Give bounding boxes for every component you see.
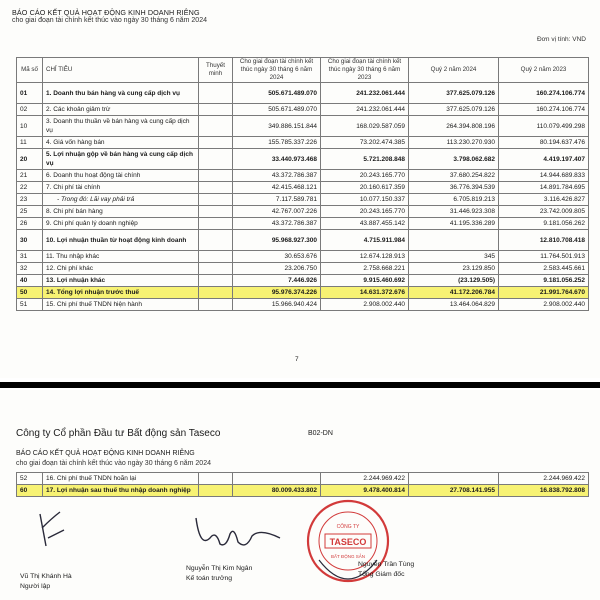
cell-note <box>199 251 233 263</box>
cell-quarter-2024: 41.172.206.784 <box>409 287 499 299</box>
signature-ceo <box>358 560 414 580</box>
table-row <box>17 104 589 116</box>
report-subtitle-2: cho giai đoạn tài chính kết thúc vào ngày 30 tháng 6 năm 2024 <box>16 460 211 467</box>
cell-note <box>199 206 233 218</box>
cell-period-2023: 10.077.150.337 <box>321 194 409 206</box>
table-row <box>17 485 589 497</box>
cell-period-2023: 241.232.061.444 <box>321 83 409 104</box>
cell-period-2024: 23.206.750 <box>233 263 321 275</box>
table-row <box>17 137 589 149</box>
page-number: 7 <box>295 356 299 363</box>
cell-period-2024: 7.446.926 <box>233 275 321 287</box>
report-title: BÁO CÁO KẾT QUẢ HOẠT ĐỘNG KINH DOANH RIÊNG <box>12 8 200 17</box>
company-name: Công ty Cổ phần Đầu tư Bất động sản Taseco <box>16 428 221 439</box>
cell-note <box>199 182 233 194</box>
cell-note <box>199 275 233 287</box>
cell-period-2024: 505.671.489.070 <box>233 83 321 104</box>
ceo-role: Tổng Giám đốc <box>358 571 405 578</box>
cell-period-2023: 241.232.061.444 <box>321 104 409 116</box>
cell-quarter-2023: 9.181.056.252 <box>499 275 589 287</box>
cell-item-name: 13. Lợi nhuận khác <box>43 275 199 287</box>
table-row <box>17 473 589 485</box>
table-row <box>17 182 589 194</box>
cell-quarter-2023: 9.181.056.262 <box>499 218 589 230</box>
cell-quarter-2023: 80.194.637.476 <box>499 137 589 149</box>
cell-code: 01 <box>17 83 43 104</box>
cell-code: 20 <box>17 149 43 170</box>
cell-period-2024: 42.415.468.121 <box>233 182 321 194</box>
cell-quarter-2023: 11.764.501.913 <box>499 251 589 263</box>
cell-item-name: 6. Doanh thu hoạt động tài chính <box>43 170 199 182</box>
table-row <box>17 287 589 299</box>
chief-accountant-name: Nguyễn Thị Kim Ngân <box>186 565 253 572</box>
cell-item-name: 11. Thu nhập khác <box>43 251 199 263</box>
cell-period-2023: 14.631.372.676 <box>321 287 409 299</box>
cell-quarter-2024: 23.129.850 <box>409 263 499 275</box>
cell-item-name: 4. Giá vốn hàng bán <box>43 137 199 149</box>
cell-period-2023: 2.908.002.440 <box>321 299 409 311</box>
header-item: CHỈ TIÊU <box>43 58 199 83</box>
cell-period-2024: 43.372.786.387 <box>233 218 321 230</box>
cell-note <box>199 149 233 170</box>
cell-code: 50 <box>17 287 43 299</box>
cell-period-2024: 7.117.589.781 <box>233 194 321 206</box>
cell-code: 51 <box>17 299 43 311</box>
signature-preparer <box>20 572 72 592</box>
header-period-2024: Cho giai đoạn tài chính kết thúc ngày 30 tháng 6 năm 2024 <box>233 58 321 83</box>
cell-quarter-2024: 41.195.336.289 <box>409 218 499 230</box>
cell-note <box>199 230 233 251</box>
table-row <box>17 218 589 230</box>
cell-item-name: 10. Lợi nhuận thuần từ hoạt động kinh doanh <box>43 230 199 251</box>
cell-note <box>199 263 233 275</box>
cell-period-2023: 5.721.208.848 <box>321 149 409 170</box>
signature-chief-accountant-icon <box>190 508 285 556</box>
cell-note <box>199 170 233 182</box>
cell-quarter-2024: 377.625.079.126 <box>409 83 499 104</box>
chief-accountant-role: Kế toán trưởng <box>186 575 233 582</box>
cell-period-2024: 80.009.433.802 <box>233 485 321 497</box>
cell-item-name: 2. Các khoản giảm trừ <box>43 104 199 116</box>
cell-period-2024: 155.785.337.226 <box>233 137 321 149</box>
cell-quarter-2024: (23.129.505) <box>409 275 499 287</box>
cell-code: 40 <box>17 275 43 287</box>
cell-quarter-2023: 110.079.499.298 <box>499 116 589 137</box>
cell-code: 30 <box>17 230 43 251</box>
cell-period-2023: 73.202.474.385 <box>321 137 409 149</box>
cell-code: 26 <box>17 218 43 230</box>
cell-item-name: 1. Doanh thu bán hàng và cung cấp dịch vụ <box>43 83 199 104</box>
cell-period-2023: 4.715.911.984 <box>321 230 409 251</box>
cell-item-name: 12. Chi phí khác <box>43 263 199 275</box>
table-row <box>17 275 589 287</box>
cell-period-2024: 42.767.007.226 <box>233 206 321 218</box>
cell-quarter-2024 <box>409 473 499 485</box>
cell-quarter-2023: 2.583.445.661 <box>499 263 589 275</box>
table-row <box>17 206 589 218</box>
cell-quarter-2024: 13.464.064.829 <box>409 299 499 311</box>
header-period-2023: Cho giai đoạn tài chính kết thúc ngày 30 tháng 6 năm 2023 <box>321 58 409 83</box>
cell-period-2023: 2.758.668.221 <box>321 263 409 275</box>
cell-quarter-2023: 23.742.009.805 <box>499 206 589 218</box>
preparer-name: Vũ Thị Khánh Hà <box>20 573 72 580</box>
cell-quarter-2024: 113.230.270.930 <box>409 137 499 149</box>
cell-item-name: 16. Chi phí thuế TNDN hoãn lại <box>43 473 199 485</box>
table-row <box>17 149 589 170</box>
cell-period-2024 <box>233 473 321 485</box>
cell-quarter-2024: 37.680.254.822 <box>409 170 499 182</box>
cell-quarter-2024: 264.394.808.196 <box>409 116 499 137</box>
cell-period-2024: 95.976.374.226 <box>233 287 321 299</box>
cell-period-2023: 9.478.400.814 <box>321 485 409 497</box>
report-page-2 <box>0 390 600 600</box>
signature-chief-accountant <box>186 564 252 584</box>
cell-period-2024: 349.886.151.844 <box>233 116 321 137</box>
cell-code: 23 <box>17 194 43 206</box>
cell-period-2023: 12.674.128.913 <box>321 251 409 263</box>
cell-quarter-2023: 160.274.106.774 <box>499 83 589 104</box>
cell-quarter-2024: 27.708.141.955 <box>409 485 499 497</box>
table-row <box>17 230 589 251</box>
cell-quarter-2024: 36.776.394.539 <box>409 182 499 194</box>
cell-item-name: 15. Chi phí thuế TNDN hiện hành <box>43 299 199 311</box>
income-statement-table-continued <box>16 472 589 497</box>
cell-note <box>199 485 233 497</box>
cell-quarter-2023: 2.244.969.422 <box>499 473 589 485</box>
header-quarter-2024: Quý 2 năm 2024 <box>409 58 499 83</box>
cell-item-name: 7. Chi phí tài chính <box>43 182 199 194</box>
cell-period-2023: 168.029.587.059 <box>321 116 409 137</box>
cell-quarter-2023: 14.944.689.833 <box>499 170 589 182</box>
cell-quarter-2023: 4.419.197.407 <box>499 149 589 170</box>
cell-quarter-2023: 14.891.784.695 <box>499 182 589 194</box>
cell-note <box>199 104 233 116</box>
table-row <box>17 263 589 275</box>
cell-quarter-2023: 2.908.002.440 <box>499 299 589 311</box>
cell-note <box>199 299 233 311</box>
cell-period-2024: 30.653.676 <box>233 251 321 263</box>
table-row <box>17 299 589 311</box>
header-code: Mã số <box>17 58 43 83</box>
cell-item-name: 17. Lợi nhuận sau thuế thu nhập doanh nghiệp <box>43 485 199 497</box>
page-separator <box>0 378 600 390</box>
table-row <box>17 170 589 182</box>
cell-code: 32 <box>17 263 43 275</box>
preparer-role: Người lập <box>20 583 51 590</box>
cell-period-2023: 43.887.455.142 <box>321 218 409 230</box>
cell-period-2024: 95.968.927.300 <box>233 230 321 251</box>
cell-code: 11 <box>17 137 43 149</box>
cell-quarter-2024: 6.705.819.213 <box>409 194 499 206</box>
cell-note <box>199 473 233 485</box>
cell-period-2023: 2.244.969.422 <box>321 473 409 485</box>
cell-note <box>199 137 233 149</box>
signature-preparer-icon <box>34 508 74 552</box>
report-subtitle: cho giai đoạn tài chính kết thúc vào ngày 30 tháng 6 năm 2024 <box>12 17 207 24</box>
cell-quarter-2023: 160.274.106.774 <box>499 104 589 116</box>
cell-item-name: 14. Tổng lợi nhuận trước thuế <box>43 287 199 299</box>
cell-period-2024: 505.671.489.070 <box>233 104 321 116</box>
cell-item-name: - Trong đó: Lãi vay phải trả <box>43 194 199 206</box>
cell-code: 21 <box>17 170 43 182</box>
form-code: B02-DN <box>308 430 333 437</box>
cell-period-2023: 9.915.460.692 <box>321 275 409 287</box>
cell-item-name: 5. Lợi nhuận gộp về bán hàng và cung cấp dịch vụ <box>43 149 199 170</box>
table-row <box>17 194 589 206</box>
cell-quarter-2024: 31.446.923.308 <box>409 206 499 218</box>
cell-note <box>199 287 233 299</box>
cell-item-name: 9. Chi phí quản lý doanh nghiệp <box>43 218 199 230</box>
cell-code: 22 <box>17 182 43 194</box>
cell-code: 25 <box>17 206 43 218</box>
cell-item-name: 3. Doanh thu thuần về bán hàng và cung cấp dịch vụ <box>43 116 199 137</box>
cell-code: 52 <box>17 473 43 485</box>
header-quarter-2023: Quý 2 năm 2023 <box>499 58 589 83</box>
header-note: Thuyết minh <box>199 58 233 83</box>
cell-period-2024: 15.966.940.424 <box>233 299 321 311</box>
income-statement-table <box>16 57 589 311</box>
table-row <box>17 83 589 104</box>
cell-item-name: 8. Chi phí bán hàng <box>43 206 199 218</box>
svg-text:CÔNG TY: CÔNG TY <box>336 524 360 530</box>
ceo-name: Nguyễn Trần Tùng <box>358 561 415 568</box>
cell-quarter-2024 <box>409 230 499 251</box>
cell-period-2024: 33.440.973.468 <box>233 149 321 170</box>
cell-code: 10 <box>17 116 43 137</box>
cell-quarter-2024: 377.625.079.126 <box>409 104 499 116</box>
cell-period-2023: 20.243.165.770 <box>321 170 409 182</box>
cell-code: 02 <box>17 104 43 116</box>
svg-text:BẤT ĐỘNG SẢN: BẤT ĐỘNG SẢN <box>331 554 365 559</box>
cell-quarter-2023: 16.838.792.808 <box>499 485 589 497</box>
cell-period-2024: 43.372.786.387 <box>233 170 321 182</box>
cell-note <box>199 116 233 137</box>
cell-quarter-2023: 3.116.426.827 <box>499 194 589 206</box>
cell-note <box>199 83 233 104</box>
cell-quarter-2023: 21.991.764.670 <box>499 287 589 299</box>
table-row <box>17 116 589 137</box>
cell-period-2023: 20.160.617.359 <box>321 182 409 194</box>
report-title-2: BÁO CÁO KẾT QUẢ HOẠT ĐỘNG KINH DOANH RIÊNG <box>16 450 195 457</box>
currency-unit: Đơn vị tính: VND <box>536 36 586 43</box>
cell-code: 60 <box>17 485 43 497</box>
cell-code: 31 <box>17 251 43 263</box>
cell-quarter-2023: 12.810.708.418 <box>499 230 589 251</box>
cell-quarter-2024: 345 <box>409 251 499 263</box>
cell-note <box>199 194 233 206</box>
cell-quarter-2024: 3.798.062.682 <box>409 149 499 170</box>
cell-period-2023: 20.243.165.770 <box>321 206 409 218</box>
table-row <box>17 251 589 263</box>
svg-text:TASECO: TASECO <box>329 537 367 547</box>
cell-note <box>199 218 233 230</box>
